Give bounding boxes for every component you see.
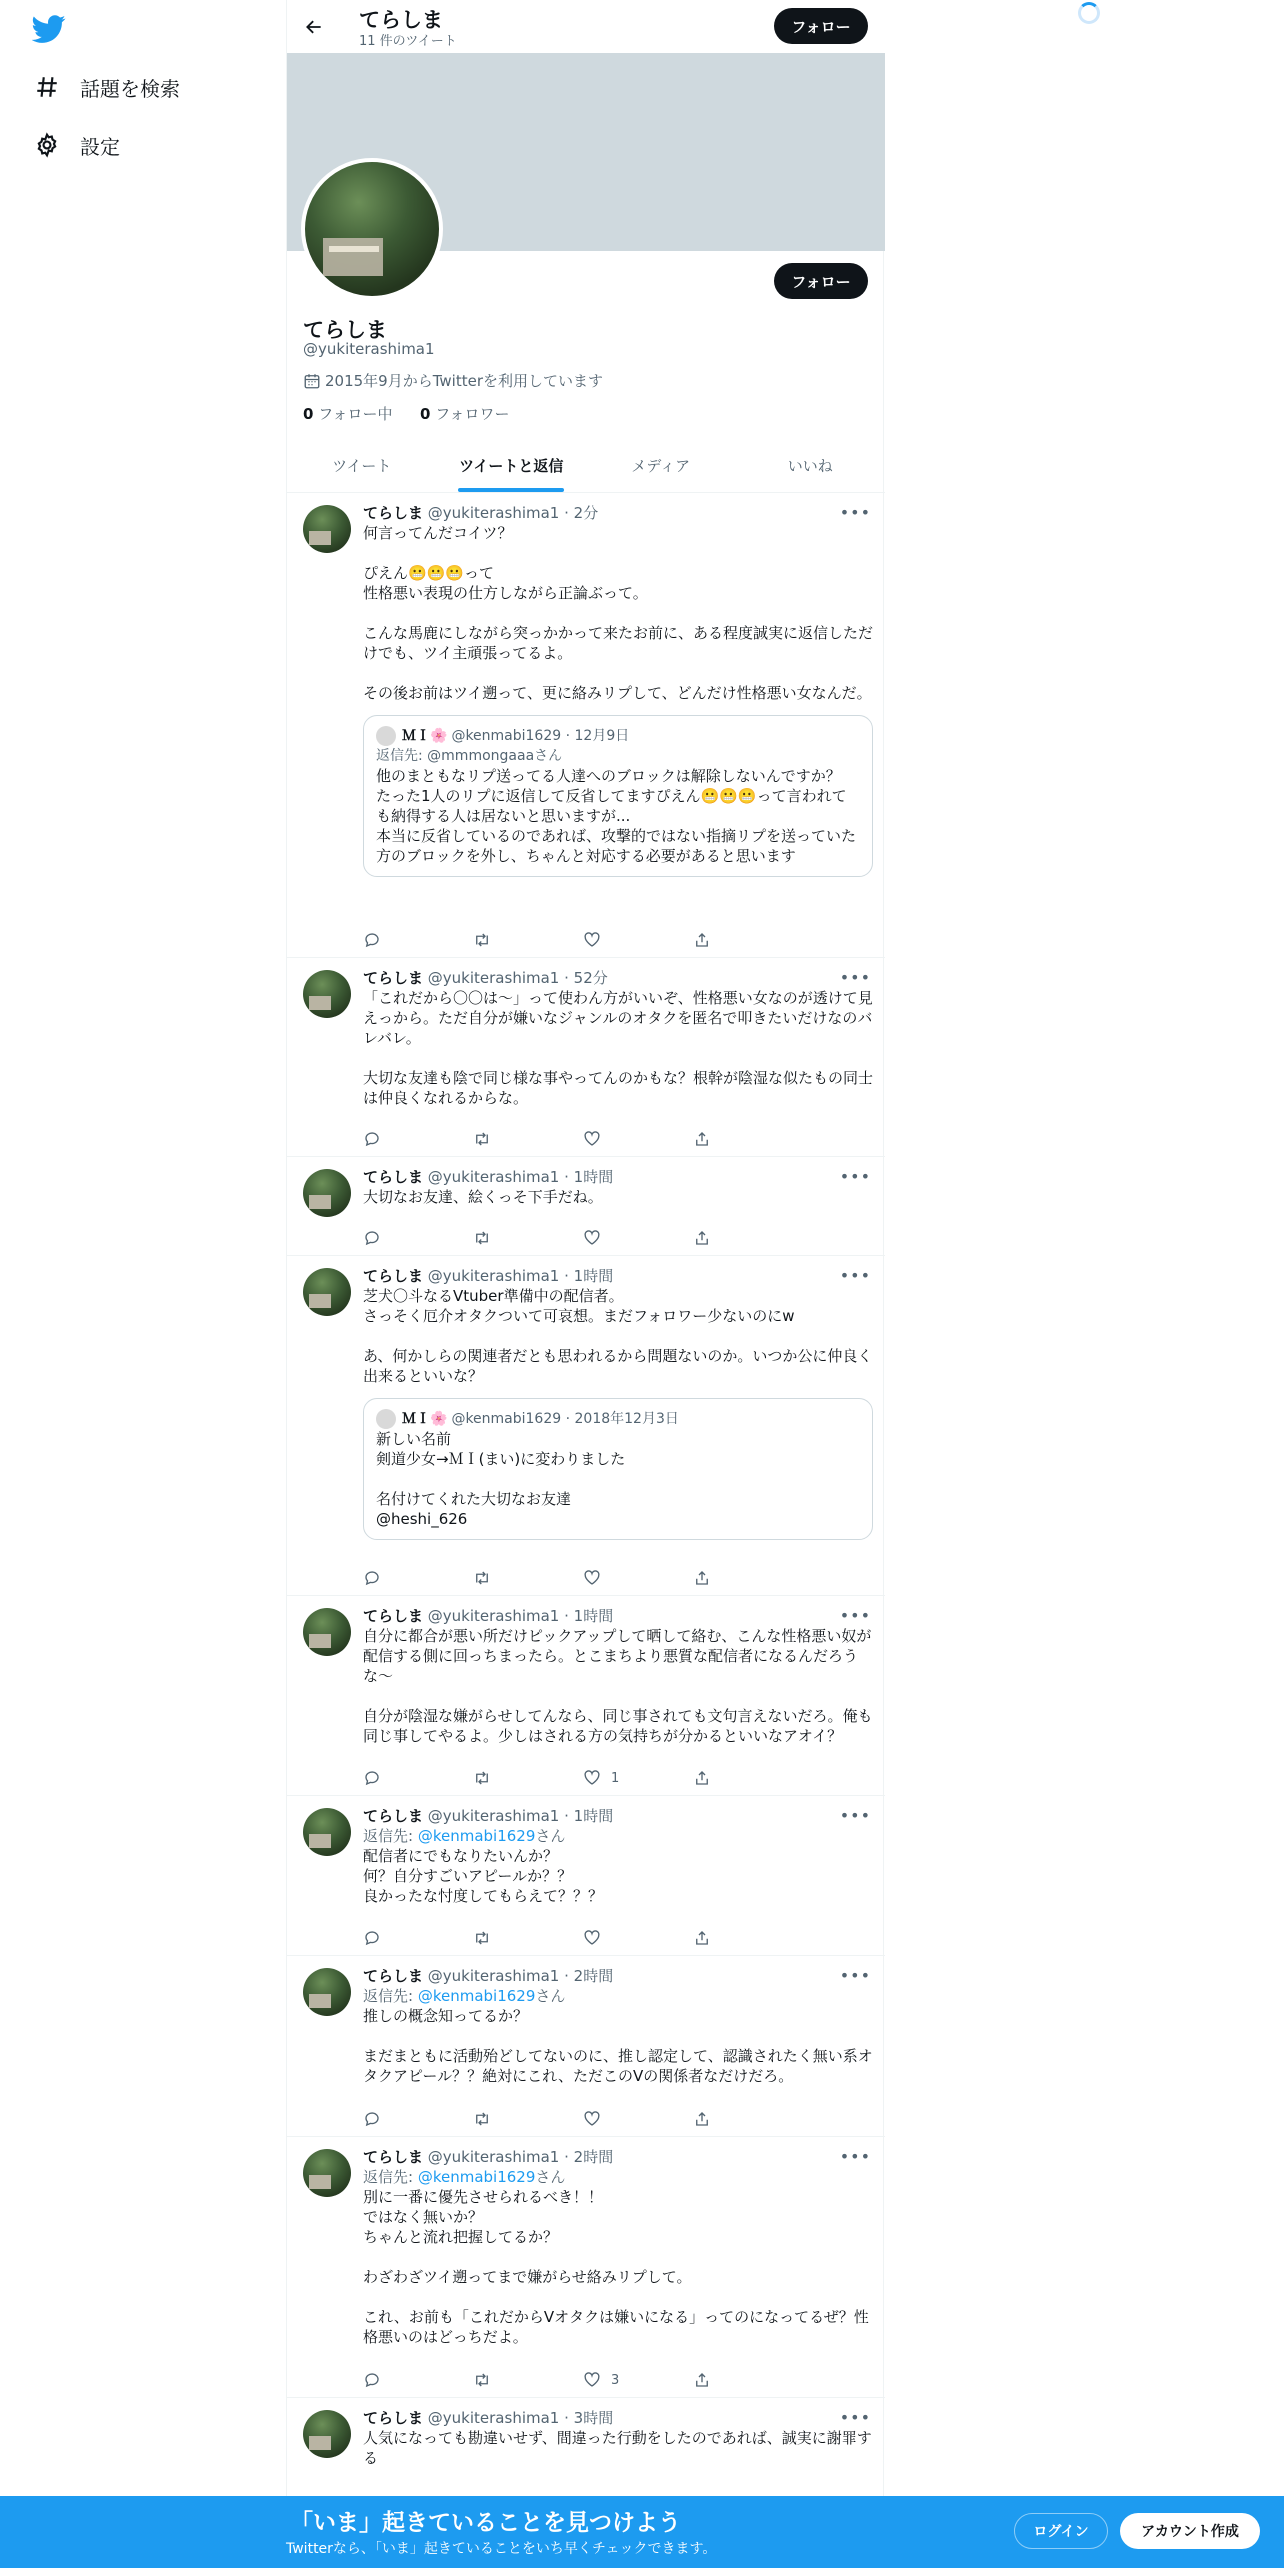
like-count: 1 [611, 1770, 620, 1786]
like-icon[interactable] [583, 1128, 693, 1150]
like-icon[interactable] [583, 1767, 693, 1789]
tweet[interactable] [287, 2398, 885, 2496]
more-icon[interactable]: ••• [839, 2408, 871, 2427]
profile-tabs [287, 440, 885, 493]
profile-name: てらしま [303, 318, 387, 342]
more-icon[interactable]: ••• [839, 503, 871, 522]
reply-icon[interactable] [363, 2108, 473, 2130]
quote-reply-to: 返信先: @mmmongaaaさん [376, 748, 563, 764]
signup-button[interactable]: アカウント作成 [1120, 2513, 1260, 2549]
tweet-header: てらしま @yukiterashima1 · 1時間 [363, 1807, 614, 1825]
share-icon[interactable] [693, 1128, 803, 1150]
tweet-text: 「これだから〇〇は〜」って使わん方がいいぞ、性格悪い女なのが透けて見えっから。ただ自分が嫌いなジャンルのオタクを匿名で叩きたいだけなのバレバレ。 大切な友達も陰で同じ様な事やってんのかもな？根幹が陰湿な似たもの同士は仲良くなれるからな。 [363, 989, 874, 1107]
tab-tweets[interactable]: ツイート [332, 457, 392, 475]
tweet-actions [363, 2369, 803, 2391]
tweet-actions [363, 1927, 803, 1949]
profile-follow-button[interactable]: フォロー [774, 263, 868, 299]
tweet-avatar[interactable] [303, 1808, 351, 1856]
reply-to-link[interactable]: @kenmabi1629 [417, 1987, 536, 2005]
share-icon[interactable] [693, 2369, 803, 2391]
retweet-icon[interactable] [473, 1767, 583, 1789]
tweet-text: 別に一番に優先させられるべき！！ ではなく無いか？ ちゃんと流れ把握してるか？ わざわざツイ遡ってまで嫌がらせ絡みリプして。 これ、お前も「これだからVオタクは嫌いになる」ってのになってるぜ？性格悪いのはどっちだよ。 [363, 2188, 869, 2346]
main-column [286, 0, 884, 2568]
gear-icon [32, 130, 62, 160]
retweet-icon[interactable] [473, 1227, 583, 1249]
tweet-avatar[interactable] [303, 1268, 351, 1316]
profile-joined [303, 370, 603, 391]
tweet[interactable] [287, 1796, 885, 1956]
tweet-text: 推しの概念知ってるか？ まだまともに活動殆どしてないのに、推し認定して、認識されたく無い系オタクアピール？？絶対にこれ、ただこのVの関係者なだけだろ。 [363, 2007, 873, 2085]
more-icon[interactable]: ••• [839, 1806, 871, 1825]
signup-banner [0, 2496, 1284, 2568]
reply-icon[interactable] [363, 1767, 473, 1789]
reply-to: 返信先: @kenmabi1629さん [363, 2168, 566, 2186]
reply-icon[interactable] [363, 1567, 473, 1589]
nav-settings-label: 設定 [80, 134, 120, 159]
retweet-icon[interactable] [473, 1927, 583, 1949]
retweet-icon[interactable] [473, 1567, 583, 1589]
reply-icon[interactable] [363, 1227, 473, 1249]
profile-avatar[interactable] [301, 158, 443, 300]
header-name: てらしま [359, 8, 443, 32]
quote-tweet[interactable]: ＭＩ🌸 @kenmabi1629 · 2018年12月3日 新しい名前 剣道少女→ＭＩ(まい)に変わりました 名付けてくれた大切なお友達 @heshi_626 [363, 1398, 873, 1540]
tweet[interactable] [287, 493, 885, 958]
share-icon[interactable] [693, 1767, 803, 1789]
like-icon[interactable] [583, 1227, 693, 1249]
more-icon[interactable]: ••• [839, 1966, 871, 1985]
loading-spinner-icon [1078, 2, 1100, 24]
like-icon[interactable] [583, 2369, 693, 2391]
reply-to-link[interactable]: @kenmabi1629 [417, 2168, 536, 2186]
quote-text: 他のまともなリプ送ってる人達へのブロックは解除しないんですか？ たった1人のリプに返信して反省してますぴえん😬😬😬って言われても納得する人は居ないと思いますが... 本当に反省しているのであれば、攻撃的ではない指摘リプを送っていた方のブロックを外し、ちゃんと対応する必要があると思います [376, 767, 857, 865]
hashtag-icon [32, 72, 62, 102]
retweet-icon[interactable] [473, 2369, 583, 2391]
tweet-header: てらしま @yukiterashima1 · 1時間 [363, 1168, 614, 1186]
header-follow-button[interactable]: フォロー [774, 8, 868, 44]
reply-icon[interactable] [363, 1927, 473, 1949]
reply-to-link[interactable]: @kenmabi1629 [417, 1827, 536, 1845]
tweet-actions [363, 1128, 803, 1150]
following-stat[interactable]: 0 フォロー中 [303, 405, 393, 423]
tweet-actions [363, 1567, 803, 1589]
tab-likes[interactable]: いいね [787, 457, 833, 475]
tweet-header: てらしま @yukiterashima1 · 3時間 [363, 2409, 614, 2427]
calendar-icon [303, 372, 321, 390]
tweet-header: てらしま @yukiterashima1 · 2時間 [363, 2148, 614, 2166]
tweet-avatar[interactable] [303, 1169, 351, 1217]
nav-explore-label: 話題を検索 [80, 76, 180, 101]
like-icon[interactable] [583, 1567, 693, 1589]
tweet-header: てらしま @yukiterashima1 · 52分 [363, 969, 608, 987]
like-count: 3 [611, 2372, 620, 2388]
tweet[interactable] [287, 1157, 885, 1256]
tweet-actions [363, 2108, 803, 2130]
reply-to: 返信先: @kenmabi1629さん [363, 1827, 566, 1845]
more-icon[interactable]: ••• [839, 968, 871, 987]
tweet-text: 自分に都合が悪い所だけピックアップして晒して絡む、こんな性格悪い奴が配信する側に回っちまったら。とこまちより悪質な配信者になるんだろうな〜 自分が陰湿な嫌がらせしてんなら、同じ事されても文句言えないだろ。俺も同じ事してやるよ。少しはされる方の気持ちが分かるといいなアオイ？ [363, 1627, 873, 1745]
tweet-text: 芝犬〇斗なるVtuber準備中の配信者。 さっそく厄介オタクついて可哀想。まだフォロワー少ないのにw あ、何かしらの関連者だとも思われるから問題ないのか。いつか公に仲良く出来るといいな？ [363, 1287, 873, 1385]
tweet[interactable] [287, 1256, 885, 1596]
tweet-avatar[interactable] [303, 2410, 351, 2458]
tweet-text: 大切なお友達、絵くっそ下手だね。 [363, 1188, 603, 1206]
tweet[interactable] [287, 2137, 885, 2398]
share-icon[interactable] [693, 2108, 803, 2130]
signup-banner-subtitle: Twitterなら、「いま」起きていることをいち早くチェックできます。 [286, 2541, 717, 2557]
tweet-header: てらしま @yukiterashima1 · 2分 [363, 504, 599, 522]
retweet-icon[interactable] [473, 2108, 583, 2130]
nav-settings[interactable] [32, 130, 120, 160]
tweet-actions [363, 1227, 803, 1249]
tweet-header: てらしま @yukiterashima1 · 1時間 [363, 1607, 614, 1625]
tweet-text: 配信者にでもなりたいんか？ 何？自分すごいアピールか？？ 良かったな忖度してもらえて？？？ [363, 1847, 604, 1905]
tweet-header: てらしま @yukiterashima1 · 1時間 [363, 1267, 614, 1285]
tweet-avatar[interactable] [303, 1968, 351, 2016]
more-icon[interactable]: ••• [839, 1266, 871, 1285]
tweet[interactable] [287, 1596, 885, 1796]
quote-tweet[interactable]: ＭＩ🌸 @kenmabi1629 · 12月9日 返信先: @mmmongaaaさん 他のまともなリプ送ってる人達へのブロックは解除しないんですか？ たった1人のリプに返信して反省してますぴえん😬😬😬って言われても納得する人は居ないと思いますが... 本当に反省しているのであれば、攻撃的ではない指摘リプを送っていた方のブロックを外し、ちゃんと対応する必要があると思います [363, 715, 873, 877]
profile-follow-stats [303, 403, 510, 424]
share-icon[interactable] [693, 1567, 803, 1589]
tweet-header: てらしま @yukiterashima1 · 2時間 [363, 1967, 614, 1985]
reply-icon[interactable] [363, 2369, 473, 2391]
more-icon[interactable]: ••• [839, 1606, 871, 1625]
followers-stat[interactable]: 0 フォロワー [420, 405, 510, 423]
like-icon[interactable] [583, 1927, 693, 1949]
tweet-actions [363, 929, 803, 951]
nav-explore[interactable] [32, 72, 180, 102]
quote-avatar [376, 1409, 396, 1429]
tweet-text: 何言ってんだコイツ？ ぴえん😬😬😬って 性格悪い表現の仕方しながら正論ぶって。 こんな馬鹿にしながら突っかかって来たお前に、ある程度誠実に返信しただけでも、ツイ主頑張ってるよ。 その後お前はツイ遡って、更に絡みリプして、どんだけ性格悪い女なんだ。 [363, 524, 874, 702]
retweet-icon[interactable] [473, 1128, 583, 1150]
header-tweet-count: 11 件のツイート [359, 34, 457, 49]
tweet[interactable] [287, 958, 885, 1157]
reply-icon[interactable] [363, 929, 473, 951]
share-icon[interactable] [693, 929, 803, 951]
tab-media[interactable]: メディア [631, 457, 691, 475]
profile-handle: @yukiterashima1 [303, 340, 435, 358]
twitter-logo-icon[interactable] [32, 12, 66, 46]
reply-to: 返信先: @kenmabi1629さん [363, 1987, 566, 2005]
tweet-avatar[interactable] [303, 505, 351, 553]
tweet-actions [363, 1767, 803, 1789]
retweet-icon[interactable] [473, 929, 583, 951]
tweet-avatar[interactable] [303, 2149, 351, 2197]
like-icon[interactable] [583, 2108, 693, 2130]
tweet[interactable] [287, 1956, 885, 2137]
quote-text: 新しい名前 剣道少女→ＭＩ(まい)に変わりました 名付けてくれた大切なお友達 @heshi_626 [376, 1430, 626, 1528]
reply-icon[interactable] [363, 1128, 473, 1150]
profile-joined-text: 2015年9月からTwitterを利用しています [325, 372, 603, 390]
like-icon[interactable] [583, 929, 693, 951]
more-icon[interactable]: ••• [839, 1167, 871, 1186]
tweet-avatar[interactable] [303, 1608, 351, 1656]
profile-header-bar [287, 0, 885, 53]
tab-tweets-and-replies[interactable]: ツイートと返信 [437, 440, 587, 492]
quote-avatar [376, 726, 396, 746]
more-icon[interactable]: ••• [839, 2147, 871, 2166]
back-arrow-icon[interactable] [299, 12, 329, 42]
share-icon[interactable] [693, 1227, 803, 1249]
share-icon[interactable] [693, 1927, 803, 1949]
sidebar [0, 0, 286, 2568]
tweet-text: 人気になっても勘違いせず、間違った行動をしたのであれば、誠実に謝罪する [363, 2429, 872, 2467]
signup-banner-title: 「いま」起きていることを見つけよう [290, 2510, 681, 2536]
login-button[interactable]: ログイン [1014, 2513, 1108, 2549]
tweet-avatar[interactable] [303, 970, 351, 1018]
